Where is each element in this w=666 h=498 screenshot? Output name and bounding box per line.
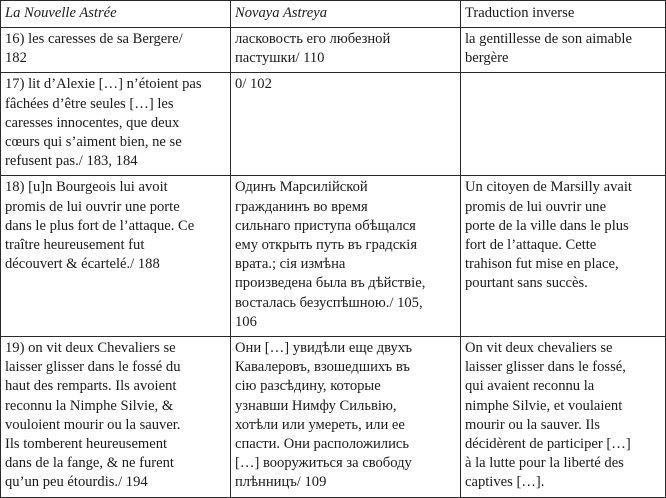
russian-text-cell: ласковость его любезной пастушки/ 110: [231, 28, 461, 73]
table-row: [1, 176, 666, 337]
back-translation-cell: Un citoyen de Marsilly avait promis de lui ouvrir une porte de la ville dans le plus fort de l’attaque. Cette trahison fut mise en place, pourtant sans succès.: [461, 176, 666, 337]
header-traduction-inverse: Traduction inverse: [461, 1, 666, 28]
russian-text-cell: Они […] увидѣли еще двухъ Кавалеровъ, взошедшихъ въ сію разсѣдину, которые узнавши Нимфу Сильвію, хотѣли или умереть, или ее спасти. Они расположились […] вооружиться за свободу плѣнницъ/ 109: [231, 337, 461, 498]
original-text-cell: 16) les caresses de sa Bergere/ 182: [1, 28, 231, 73]
header-novaya-astreya: Novaya Astreya: [231, 1, 461, 28]
back-translation-cell: [461, 73, 666, 176]
russian-text-cell: 0/ 102: [231, 73, 461, 176]
header-nouvelle-astree: La Nouvelle Astrée: [1, 1, 231, 28]
header-row: [1, 1, 666, 28]
original-text-cell: 19) on vit deux Chevaliers se laisser glisser dans le fossé du haut des remparts. Ils avoient reconnu la Nimphe Silvie, & vouloient mourir ou la sauver. Ils tomberent heureusement dans de la fange, & ne furent qu’un peu étourdis./ 194: [1, 337, 231, 498]
table-row: [1, 28, 666, 73]
table-header: [1, 1, 666, 28]
original-text-cell: 17) lit d’Alexie […] n’étoient pas fâchées d’être seules […] les caresses innocentes, que deux cœurs qui s’aiment bien, ne se refusent pas./ 183, 184: [1, 73, 231, 176]
table-row: [1, 73, 666, 176]
russian-text-cell: Одинъ Марсилійской гражданинъ во время сильнаго приступа обѣщался ему открыть путь въ градскія врата.; сія измѣна произведена была въ дѣйствіе, восталась безуспѣшною./ 105, 106: [231, 176, 461, 337]
table-row: [1, 337, 666, 498]
back-translation-cell: la gentillesse de son aimable bergère: [461, 28, 666, 73]
back-translation-cell: On vit deux chevaliers se laisser glisser dans le fossé, qui avaient reconnu la nimphe Silvie, et voulaient mourir ou la sauver. Ils décidèrent de participer […] à la lutte pour la liberté des captives […].: [461, 337, 666, 498]
original-text-cell: 18) [u]n Bourgeois lui avoit promis de lui ouvrir une porte dans le plus fort de l’attaque. Ce traître heureusement fut découvert & écartelé./ 188: [1, 176, 231, 337]
table-body: [1, 28, 666, 498]
